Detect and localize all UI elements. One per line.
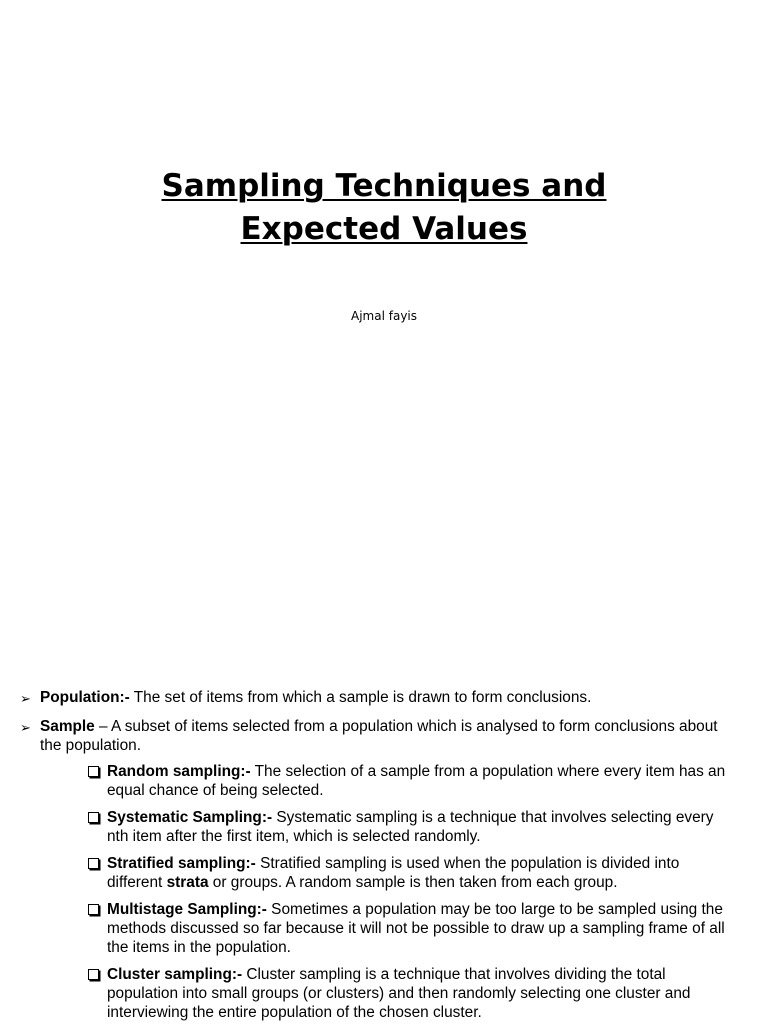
notes-section	[18, 688, 738, 1032]
checkbox-bullet-icon	[88, 858, 99, 869]
sampling-methods-list	[40, 762, 738, 1022]
sub-bullet-text: Cluster sampling is a technique that involves dividing the total population into small groups (or clusters) and then randomly selecting one cluster and interviewing the entire population of the chosen cluster.	[107, 966, 691, 1021]
sub-bullet-term: Stratified sampling:-	[107, 855, 256, 872]
sub-bullet-text: Systematic sampling is a technique that involves selecting every nth item after the first item, which is selected randomly.	[107, 809, 714, 845]
sub-bullet-stratified-sampling	[40, 854, 738, 892]
sub-bullet-random-sampling	[40, 762, 738, 800]
bullet-text: – A subset of items selected from a population which is analysed to form conclusions about the population.	[40, 718, 718, 754]
sub-bullet-term: Cluster sampling:-	[107, 966, 243, 983]
arrow-bullet-icon: ➢	[20, 691, 31, 706]
author-name: Ajmal fayis	[351, 309, 417, 323]
slide-title	[0, 165, 768, 251]
sub-bullet-text: or groups. A random sample is then taken from each group.	[208, 874, 618, 891]
checkbox-bullet-icon	[88, 904, 99, 915]
bullet-sample	[18, 717, 738, 1022]
bullet-text: The set of items from which a sample is drawn to form conclusions.	[129, 689, 592, 706]
sub-bullet-systematic-sampling	[40, 808, 738, 846]
sub-bullet-term: Multistage Sampling:-	[107, 901, 267, 918]
arrow-bullet-icon: ➢	[20, 720, 31, 735]
sub-bullet-term: Systematic Sampling:-	[107, 809, 273, 826]
checkbox-bullet-icon	[88, 812, 99, 823]
sub-bullet-text: Sometimes a population may be too large to be sampled using the methods discussed so far because it will not be possible to draw up a sampling frame of all the items in the population.	[107, 901, 725, 956]
bullet-term: Population:-	[40, 689, 130, 706]
checkbox-bullet-icon	[88, 766, 99, 777]
title-line-2: Expected Values	[240, 211, 528, 247]
sub-bullet-multistage-sampling	[40, 900, 738, 957]
sub-bullet-text: The selection of a sample from a population where every item has an equal chance of being selected.	[107, 763, 726, 799]
sub-bullet-emphasis: strata	[166, 874, 209, 891]
title-line-1: Sampling Techniques and	[161, 168, 607, 204]
sub-bullet-term: Random sampling:-	[107, 763, 251, 780]
bullet-term: Sample	[40, 718, 95, 735]
sub-bullet-cluster-sampling	[40, 965, 738, 1022]
sub-bullet-text: Stratified sampling is used when the population is divided into different	[107, 855, 680, 891]
bullet-population	[18, 688, 738, 707]
checkbox-bullet-icon	[88, 969, 99, 980]
